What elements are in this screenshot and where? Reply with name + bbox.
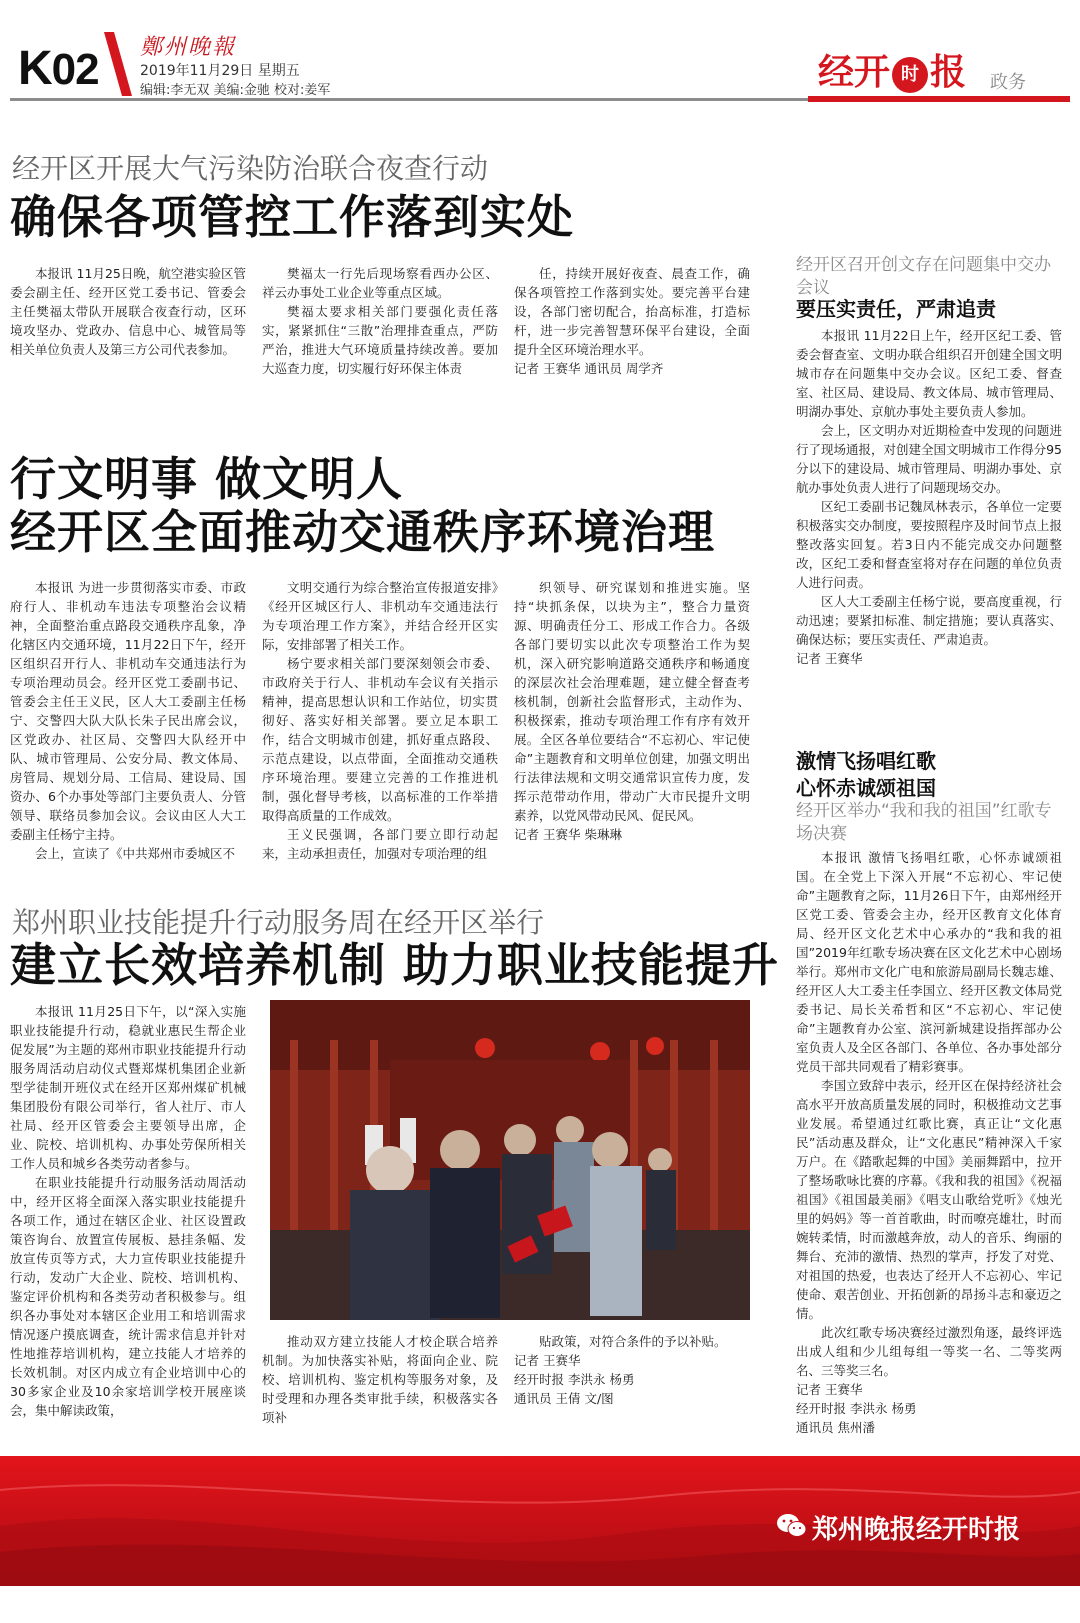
story3-headline: 建立长效培养机制 助力职业技能提升: [10, 938, 780, 992]
story1-col1-para: 本报讯 11月25日晚，航空港实验区管委会副主任、经开区党工委书记、管委会主任樊福太带队开展联合夜查行动，区环境攻坚办、党政办、信息中心、城管局等相关单位负责人及第三方公司代表参加。: [10, 266, 246, 357]
page-digits: 02: [51, 45, 99, 94]
side1-headline: 要压实责任，严肃追责: [796, 297, 996, 321]
story3-kicker: 郑州职业技能提升行动服务周在经开区举行: [12, 906, 545, 939]
side1-kicker: 经开区召开创文存在问题集中交办会议: [796, 255, 1051, 298]
brand-left: 经开: [818, 52, 891, 93]
story1-col3: [514, 264, 750, 384]
story2-headline-line2: 经开区全面推动交通秩序环境治理: [10, 505, 715, 559]
side2-credit-line: 通讯员 焦州潘: [796, 1420, 875, 1435]
side2-para: 李国立致辞中表示，经开区在保持经济社会高水平开放高质量发展的同时，积极推动文艺事业发展。希望通过红歌比赛，真正让“文化惠民”活动惠及群众，让“文化惠民”精神深入千家万户。在《踏歌起舞的中国》美丽舞蹈中，拉开了整场歌咏比赛的序幕。《我和我的祖国》《祝福祖国》《祖国最美丽》《唱支山歌给党听》《烛光里的妈妈》等一首首歌曲，时而嘹亮雄壮，时而婉转柔情，时而激越奔放，动人的音乐、绚丽的舞台、充沛的激情、热烈的掌声，抒发了对党、对祖国的热爱，也表达了经开人不忘初心、牢记使命、艰苦创业、开拓创新的昂扬斗志和豪迈之情。: [796, 1078, 1062, 1321]
footer-label: 郑州晚报经开时报: [812, 1515, 1021, 1545]
story2-col2: [262, 578, 498, 861]
page-number: [18, 44, 99, 95]
side1-para: 区纪工委副书记魏凤林表示，各单位一定要积极落实交办制度，要按照程序及时间节点上报整改落实回复。若3日内不能完成交办问题整改，区纪工委和督查室将对存在问题的单位负责人进行问责。: [796, 499, 1062, 590]
brand-logo: [818, 51, 966, 95]
story2-col3: [514, 578, 750, 844]
story3-col3: [514, 1332, 750, 1412]
story2-col2-para: 杨宁要求相关部门要深刻领会市委、市政府关于行人、非机动车会议有关指示精神，提高思想认识和工作站位，切实贯彻好、落实好相关部署。要立足本职工作，结合文明城市创建，抓好重点路段、示范点建设，以点带面，全面推动交通秩序环境治理。要建立完善的工作推进机制，强化督导考核，以高标准的工作举措取得高质量的工作成效。: [262, 656, 498, 823]
side2-kicker: 经开区举办“我和我的祖国”红歌专场决赛: [796, 801, 1052, 844]
side2-headline-line2: 心怀赤诚颂祖国: [796, 776, 936, 800]
story2-col1-para: 会上，宣读了《中共郑州市委城区不: [35, 846, 236, 861]
page-letter: K: [18, 42, 52, 95]
story3-col2-para: 推动双方建立技能人才校企联合培养机制。为加快落实补贴，将面向企业、院校、培训机构、鉴定机构等服务对象，及时受理和办理各类审批手续，积极落实各项补: [262, 1334, 498, 1425]
story2-col2-para: 文明交通行为综合整治宣传报道安排》《经开区城区行人、非机动车交通违法行为专项治理工作方案》，并结合经开区实际，安排部署了相关工作。: [262, 580, 498, 652]
story3-col1-para: 本报讯 11月25日下午，以“深入实施职业技能提升行动，稳就业惠民生帮企业促发展”为主题的郑州市职业技能提升行动服务周活动启动仪式暨郑煤机集团企业新型学徒制开班仪式在经开区郑州煤矿机械集团股份有限公司举行，省人社厅、市人社局、经开区管委会主要领导出席，企业、院校、培训机构、办事处劳保所相关工作人员和城乡各类劳动者参与。: [10, 1004, 246, 1171]
story1-headline: 确保各项管控工作落到实处: [10, 190, 574, 244]
story1-kicker: 经开区开展大气污染防治联合夜查行动: [12, 152, 489, 185]
award-ceremony-photo: [270, 1000, 750, 1320]
story3-credit-line: 经开时报 李洪永 杨勇: [514, 1372, 635, 1387]
brand-badge: 时: [892, 57, 928, 93]
slash-mark-icon: [100, 32, 136, 96]
side2-body: [796, 848, 1062, 1444]
side1-body: [796, 326, 1062, 678]
story1-col2: [262, 264, 498, 384]
wechat-icon: [776, 1512, 808, 1540]
side2-headline-line1: 激情飞扬唱红歌: [796, 749, 936, 773]
side2-para: 此次红歌专场决赛经过激烈角逐，最终评选出成人组和少儿组每组一等奖一名、二等奖两名、三等奖三名。: [796, 1325, 1062, 1378]
side2-credit-line: 记者 王赛华: [796, 1382, 863, 1397]
story3-credit-line: 通讯员 王倩 文/图: [514, 1391, 614, 1406]
story2-col1: [10, 578, 246, 861]
story1-credit: 记者 王赛华 通讯员 周学齐: [514, 361, 664, 376]
side1-para: 区人大工委副主任杨宁说，要高度重视，行动迅速；要紧扣标准、制定措施；要认真落实、确保达标；要压实责任、严肃追责。: [796, 594, 1062, 647]
side2-credit-line: 经开时报 李洪永 杨勇: [796, 1401, 917, 1416]
header-rule-red: [808, 96, 1070, 102]
story1-col1: [10, 264, 246, 384]
story1-col2-para: 樊福太要求相关部门要强化责任落实，紧紧抓住“三散”治理排查重点，严防严治，推进大气环境质量持续改善。要加大巡查力度，切实履行好环保主体责: [262, 304, 498, 376]
side1-credit: 记者 王赛华: [796, 651, 863, 666]
section-tag: 政务: [990, 72, 1026, 93]
story3-col1: [10, 1002, 246, 1418]
header-rule-gray: [10, 98, 808, 101]
story3-col1-para: 在职业技能提升行动服务活动周活动中，经开区将全面深入落实职业技能提升各项工作，通过在辖区企业、社区设置政策咨询台、放置宣传展板、悬挂条幅、发放宣传页等方式，大力宣传职业技能提升行动，发动广大企业、院校、培训机构、鉴定评价机构和各类劳动者积极参与。组织各办事处对本辖区企业用工和培训需求情况逐户摸底调查，统计需求信息并针对性地推荐培训机构，建立技能人才培养的长效机制。对区内成立有企业培训中心的30多家企业及10余家培训学校开展座谈会，集中解读政策，: [10, 1175, 246, 1418]
side1-para: 会上，区文明办对近期检查中发现的问题进行了现场通报，对创建全国文明城市工作得分95分以下的建设局、城市管理局、明湖办事处、京航办事处负责人进行了问题现场交办。: [796, 423, 1062, 495]
story1-col2-para: 樊福太一行先后现场察看西办公区、祥云办事处工业企业等重点区域。: [262, 266, 498, 300]
story3-col2: [262, 1332, 498, 1425]
story2-col1-para: 本报讯 为进一步贯彻落实市委、市政府行人、非机动车违法专项整治会议精神，全面整治重点路段交通秩序乱象，净化辖区内交通环境，11月22日下午，经开区组织召开行人、非机动车交通违法行为专项治理动员会。经开区党工委副书记、管委会主任王义民，区人大工委副主任杨宁、交警四大队大队长朱子民出席会议，区党政办、社区局、交警四大队经开中队、城市管理局、公安分局、教文体局、房管局、规划分局、工信局、建设局、国资办、6个办事处等部门主要负责人、分管领导、联络员参加会议。会议由区人大工委副主任杨宁主持。: [10, 580, 246, 842]
story2-col2-para: 王义民强调，各部门要立即行动起来，主动承担责任，加强对专项治理的组: [262, 827, 498, 861]
story2-col3-para: 织领导、研究谋划和推进实施。坚持“块抓条保，以块为主”，整合力量资源、明确责任分工、形成工作合力。各级各部门要切实以此次专项整治工作为契机，深入研究影响道路交通秩序和畅通度的深层次社会治理难题，建立健全督查考核机制，创新社会监督形式，主动作为、积极探索，推动专项治理工作有序有效开展。全区各单位要结合“不忘初心、牢记使命”主题教育和文明单位创建，加强文明出行法律法规和文明交通常识宣传力度，发挥示范带动作用，带动广大市民提升文明素养，以党风带动民风、促民风。: [514, 580, 750, 823]
paper-name-logo: 鄭州晚報: [140, 35, 237, 60]
award-ceremony-illustration: [270, 1000, 750, 1320]
story3-credit-line: 记者 王赛华: [514, 1353, 581, 1368]
story2-credit: 记者 王赛华 柴琳琳: [514, 827, 622, 842]
story2-headline-line1: 行文明事 做文明人: [10, 452, 404, 506]
story3-col3-para: 贴政策，对符合条件的予以补贴。: [539, 1334, 727, 1349]
story1-col3-para: 任，持续开展好夜查、晨查工作，确保各项管控工作落到实处。要完善平台建设，各部门密切配合，抬高标准，打造标杆，进一步完善智慧环保平台建设，全面提升全区环境治理水平。: [514, 266, 750, 357]
staff-credits: 编辑:李无双 美编:金驰 校对:姜军: [140, 83, 331, 98]
side1-para: 本报讯 11月22日上午，经开区纪工委、管委会督查室、文明办联合组织召开创建全国文明城市存在问题集中交办会议。区纪工委、督查室、社区局、建设局、教文体局、城市管理局、明湖办事处、京航办事处主要负责人参加。: [796, 328, 1062, 419]
brand-right: 报: [930, 52, 967, 93]
issue-date: 2019年11月29日 星期五: [140, 63, 300, 79]
side2-para: 本报讯 激情飞扬唱红歌，心怀赤诚颂祖国。在全党上下深入开展“不忘初心、牢记使命”主题教育之际，11月26日下午，由郑州经开区党工委、管委会主办，经开区教育文化体育局、经开区文化艺术中心承办的“我和我的祖国”2019年红歌专场决赛在区文化艺术中心剧场举行。郑州市文化广电和旅游局副局长魏志雄、经开区人大工委主任李国立、经开区教文体局党委书记、局长关希哲和区“不忘初心、牢记使命”主题教育办公室、滨河新城建设指挥部办公室负责人及全区各部门、各单位、各办事处部分党员干部共同观看了精彩赛事。: [796, 850, 1062, 1074]
